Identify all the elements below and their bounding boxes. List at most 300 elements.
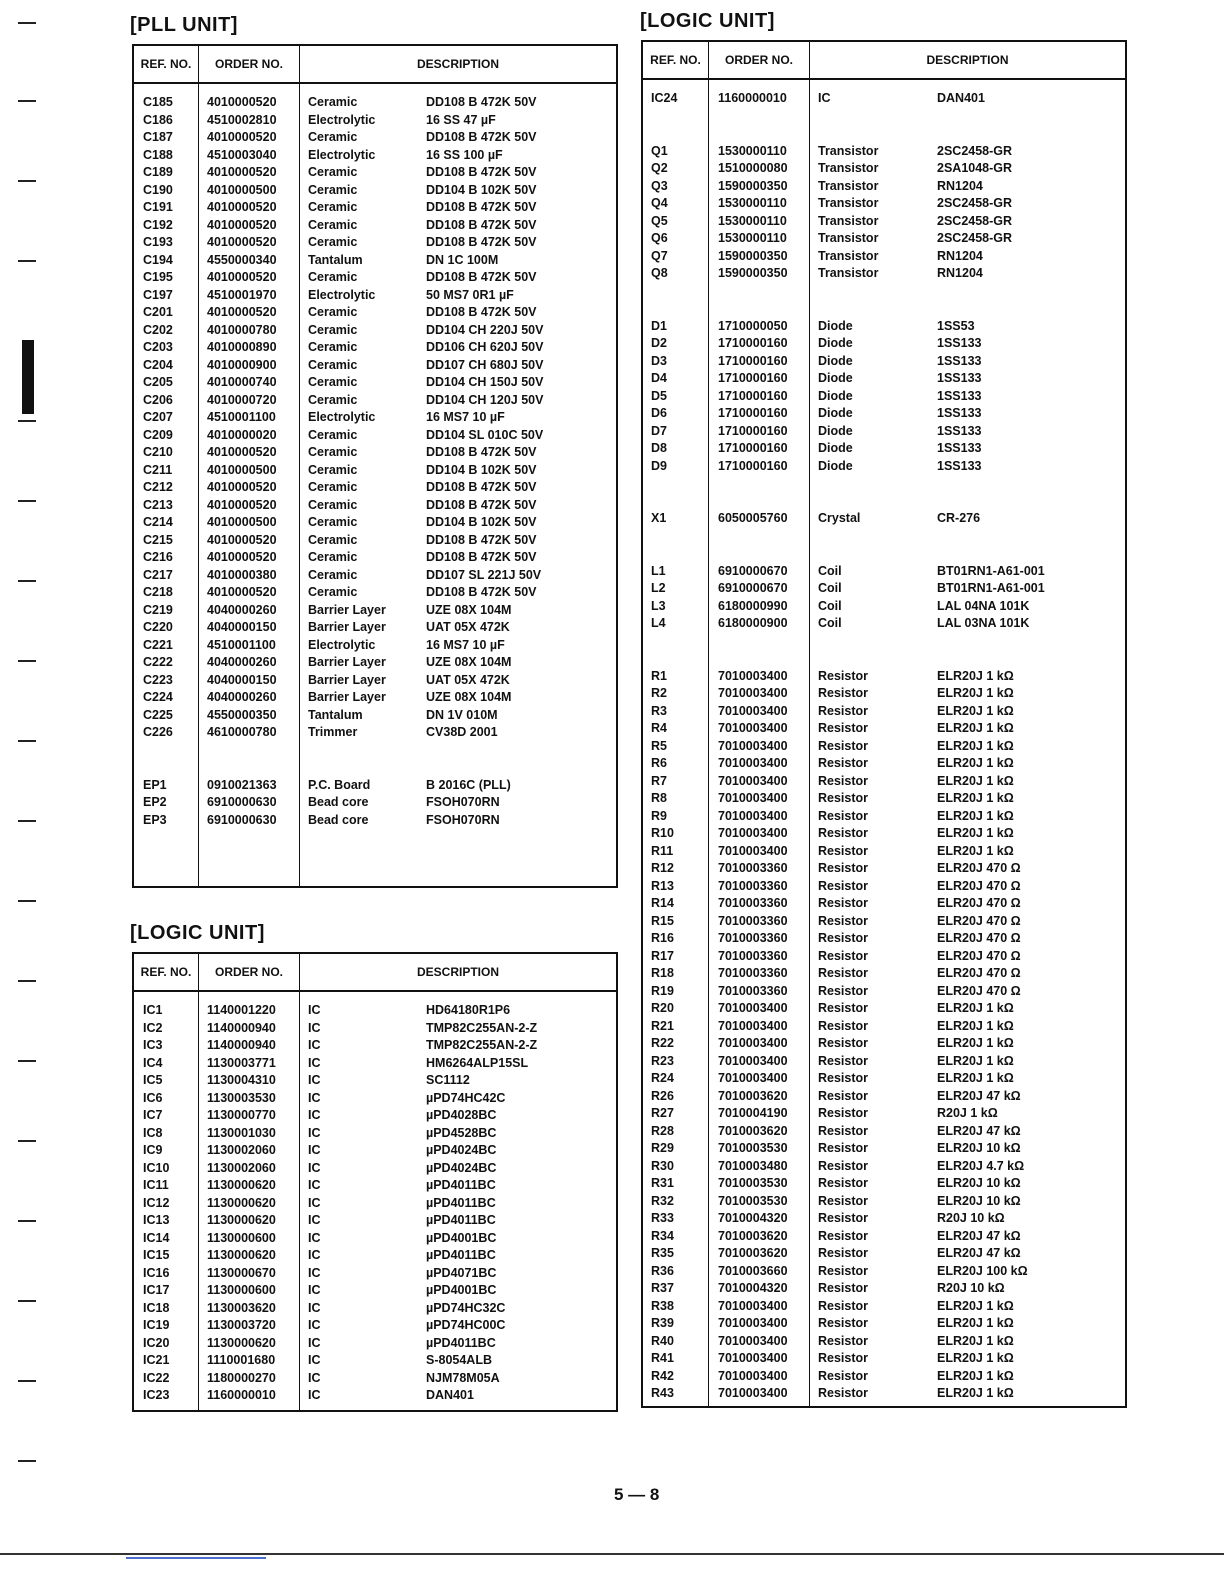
- part-spec: 1SS133: [937, 388, 982, 403]
- table-row: [134, 269, 616, 287]
- table-row: [643, 720, 1125, 738]
- table-row: [643, 1123, 1125, 1141]
- ref-no: R16: [651, 931, 674, 945]
- table-row: [134, 549, 616, 567]
- part-spec: UZE 08X 104M: [426, 602, 512, 617]
- table-row: [643, 1035, 1125, 1053]
- part-type: Resistor: [818, 931, 869, 945]
- table-row: [134, 287, 616, 305]
- table-row: [134, 1300, 616, 1318]
- order-no: 1130000620: [207, 1195, 276, 1210]
- order-no: 0910021363: [207, 777, 277, 792]
- order-no: 4040000260: [207, 690, 277, 704]
- table-header: [134, 46, 616, 84]
- part-type: Bead core: [308, 795, 369, 809]
- part-type: Resistor: [818, 1106, 869, 1120]
- table-row: [643, 615, 1125, 633]
- ref-no: C201: [143, 305, 173, 319]
- table-row: [643, 860, 1125, 878]
- part-type: Ceramic: [308, 532, 358, 547]
- order-no: 4010000500: [207, 462, 277, 477]
- part-type: Resistor: [818, 913, 869, 928]
- order-no: 7010003620: [718, 1088, 788, 1103]
- table-row: [134, 1282, 616, 1300]
- part-spec: DD106 CH 620J 50V: [426, 340, 544, 354]
- order-no: 7010003400: [718, 686, 788, 700]
- table-row: [134, 444, 616, 462]
- part-spec: DAN401: [426, 1388, 474, 1402]
- part-type: Barrier Layer: [308, 672, 386, 687]
- order-no: 4040000260: [207, 655, 277, 669]
- part-spec: DD107 CH 680J 50V: [426, 357, 544, 372]
- ref-no: C219: [143, 602, 173, 617]
- header-ref-no: REF. NO.: [643, 42, 709, 78]
- order-no: 4510001100: [207, 410, 276, 424]
- part-type: Coil: [818, 581, 842, 595]
- header-order-no: ORDER NO.: [199, 46, 300, 82]
- ref-no: R22: [651, 1036, 674, 1050]
- part-type: Tantalum: [308, 252, 363, 267]
- part-spec: HM6264ALP15SL: [426, 1055, 529, 1070]
- ref-no: C216: [143, 550, 173, 564]
- part-type: Resistor: [818, 861, 869, 875]
- order-no: 6180000990: [718, 598, 788, 613]
- part-spec: ELR20J 100 kΩ: [937, 1263, 1028, 1278]
- part-spec: DD108 B 472K 50V: [426, 270, 537, 284]
- table-row: [134, 584, 616, 602]
- order-no: 1130000670: [207, 1265, 276, 1280]
- order-no: 4010000520: [207, 130, 277, 144]
- ref-no: C213: [143, 497, 173, 512]
- table-row: [134, 1230, 616, 1248]
- part-spec: ELR20J 470 Ω: [937, 966, 1021, 980]
- order-no: 1710000160: [718, 388, 788, 403]
- part-spec: DD108 B 472K 50V: [426, 585, 537, 599]
- ref-no: IC14: [143, 1230, 170, 1245]
- part-spec: RN1204: [937, 266, 983, 280]
- table-row: [134, 392, 616, 410]
- order-no: 7010003400: [718, 1018, 788, 1033]
- ref-no: R8: [651, 791, 667, 805]
- part-type: Resistor: [818, 1333, 869, 1348]
- order-no: 7010003400: [718, 791, 788, 805]
- part-spec: µPD4528BC: [426, 1125, 497, 1140]
- ref-no: R17: [651, 948, 674, 963]
- part-spec: µPD4071BC: [426, 1265, 497, 1280]
- order-no: 7010003400: [718, 843, 788, 858]
- table-row: [643, 1298, 1125, 1316]
- part-type: Diode: [818, 406, 853, 420]
- table-row: [643, 755, 1125, 773]
- part-type: Resistor: [818, 1018, 869, 1033]
- table-row: [643, 738, 1125, 756]
- part-type: Resistor: [818, 721, 869, 735]
- part-spec: ELR20J 470 Ω: [937, 861, 1021, 875]
- ref-no: IC3: [143, 1038, 163, 1052]
- part-spec: ELR20J 47 kΩ: [937, 1246, 1021, 1260]
- part-spec: UZE 08X 104M: [426, 655, 512, 669]
- order-no: 7010003400: [718, 1386, 788, 1400]
- part-spec: ELR20J 1 kΩ: [937, 1351, 1014, 1365]
- part-type: Resistor: [818, 808, 869, 823]
- ref-no: D9: [651, 458, 667, 473]
- order-no: 4510002810: [207, 112, 277, 127]
- table-row: [643, 1158, 1125, 1176]
- logic-unit-left-table: [132, 952, 618, 1412]
- part-type: Transistor: [818, 266, 879, 280]
- part-type: Ceramic: [308, 235, 358, 249]
- part-spec: FSOH070RN: [426, 812, 500, 827]
- table-row: [134, 199, 616, 217]
- part-spec: µPD74HC00C: [426, 1318, 506, 1332]
- ref-no: IC13: [143, 1213, 170, 1227]
- part-spec: ELR20J 1 kΩ: [937, 1368, 1014, 1383]
- ref-no: R3: [651, 703, 667, 718]
- order-no: 7010003620: [718, 1246, 788, 1260]
- part-spec: ELR20J 470 Ω: [937, 948, 1021, 963]
- part-type: Resistor: [818, 1193, 869, 1208]
- ref-no: C215: [143, 532, 173, 547]
- table-row: [643, 1368, 1125, 1386]
- part-spec: ELR20J 1 kΩ: [937, 1001, 1014, 1015]
- order-no: 1160000010: [207, 1388, 276, 1402]
- part-spec: ELR20J 1 kΩ: [937, 703, 1014, 718]
- pll-unit-table: [132, 44, 618, 888]
- order-no: 7010003360: [718, 913, 788, 928]
- order-no: 7010003400: [718, 703, 788, 718]
- part-spec: R20J 10 kΩ: [937, 1211, 1005, 1225]
- order-no: 7010003400: [718, 1053, 788, 1068]
- ref-no: C220: [143, 620, 173, 634]
- table-row: [643, 668, 1125, 686]
- ref-no: R41: [651, 1351, 674, 1365]
- table-row: [134, 357, 616, 375]
- table-row: [134, 1125, 616, 1143]
- order-no: 1590000350: [718, 266, 788, 280]
- part-type: Transistor: [818, 196, 879, 210]
- part-spec: RN1204: [937, 178, 983, 193]
- order-no: 4040000150: [207, 620, 277, 634]
- ref-no: D8: [651, 441, 667, 455]
- ref-no: C225: [143, 707, 173, 722]
- table-row: [643, 1280, 1125, 1298]
- table-row: [134, 1352, 616, 1370]
- table-row: [643, 248, 1125, 266]
- order-no: 4610000780: [207, 725, 277, 739]
- part-type: Resistor: [818, 1246, 869, 1260]
- part-spec: 1SS133: [937, 336, 982, 350]
- table-row: [643, 843, 1125, 861]
- part-spec: DD108 B 472K 50V: [426, 532, 537, 547]
- order-no: 1130000620: [207, 1178, 276, 1192]
- ref-no: D7: [651, 423, 667, 438]
- ref-no: Q7: [651, 248, 668, 263]
- table-row: [134, 252, 616, 270]
- table-row: [134, 1177, 616, 1195]
- part-type: Crystal: [818, 511, 861, 525]
- order-no: 4010000890: [207, 340, 277, 354]
- part-spec: CR-276: [937, 511, 981, 525]
- part-spec: 1SS133: [937, 423, 982, 438]
- part-type: IC: [308, 1108, 321, 1122]
- part-type: Barrier Layer: [308, 602, 386, 617]
- ref-no: R4: [651, 721, 667, 735]
- ref-no: IC2: [143, 1020, 163, 1035]
- part-type: Resistor: [818, 843, 869, 858]
- ref-no: C197: [143, 287, 173, 302]
- order-no: 6910000670: [718, 581, 788, 595]
- part-type: IC: [308, 1353, 321, 1367]
- part-type: Resistor: [818, 1351, 869, 1365]
- part-spec: ELR20J 1 kΩ: [937, 1333, 1014, 1348]
- ref-no: IC4: [143, 1055, 163, 1070]
- part-type: Electrolytic: [308, 287, 376, 302]
- part-spec: ELR20J 10 kΩ: [937, 1176, 1021, 1190]
- part-spec: ELR20J 1 kΩ: [937, 791, 1014, 805]
- part-type: IC: [308, 1055, 321, 1070]
- ref-no: L4: [651, 616, 666, 630]
- table-row: [643, 930, 1125, 948]
- table-row: [643, 440, 1125, 458]
- ref-no: R14: [651, 896, 674, 910]
- logic-unit-right-title: [LOGIC UNIT]: [640, 10, 775, 32]
- order-no: 4010000520: [207, 235, 277, 249]
- part-spec: ELR20J 1 kΩ: [937, 826, 1014, 840]
- order-no: 6910000630: [207, 812, 277, 827]
- part-spec: 1SS133: [937, 371, 982, 385]
- ref-no: L1: [651, 563, 666, 578]
- ref-no: C204: [143, 357, 173, 372]
- part-spec: ELR20J 4.7 kΩ: [937, 1158, 1025, 1173]
- order-no: 4010000520: [207, 497, 277, 512]
- ref-no: R10: [651, 826, 674, 840]
- ref-no: X1: [651, 511, 667, 525]
- table-row: [134, 777, 616, 795]
- part-spec: 16 MS7 10 µF: [426, 410, 505, 424]
- table-row: [643, 370, 1125, 388]
- header-description: DESCRIPTION: [416, 57, 499, 71]
- order-no: 1710000160: [718, 371, 788, 385]
- part-spec: RN1204: [937, 248, 983, 263]
- order-no: 7010003400: [718, 721, 788, 735]
- ref-no: C188: [143, 147, 173, 162]
- table-row: [134, 1370, 616, 1388]
- ref-no: C202: [143, 322, 173, 337]
- ref-no: IC24: [651, 91, 678, 105]
- part-type: Electrolytic: [308, 410, 376, 424]
- table-row: [643, 230, 1125, 248]
- part-type: Ceramic: [308, 95, 358, 109]
- part-type: Resistor: [818, 686, 869, 700]
- part-spec: DD104 CH 120J 50V: [426, 392, 544, 407]
- part-spec: µPD4011BC: [426, 1335, 496, 1350]
- part-spec: 2SC2458-GR: [937, 231, 1013, 245]
- part-type: IC: [308, 1125, 321, 1140]
- part-type: Transistor: [818, 161, 879, 175]
- order-no: 4010000500: [207, 515, 277, 529]
- ref-no: C193: [143, 235, 173, 249]
- pll-unit-title: [PLL UNIT]: [130, 14, 238, 36]
- header-order-no: ORDER NO.: [709, 42, 810, 78]
- order-no: 1710000160: [718, 353, 788, 368]
- part-spec: B 2016C (PLL): [426, 777, 511, 792]
- part-spec: µPD4011BC: [426, 1213, 496, 1227]
- part-spec: ELR20J 470 Ω: [937, 913, 1021, 928]
- part-type: Resistor: [818, 1036, 869, 1050]
- ref-no: D6: [651, 406, 667, 420]
- part-type: Ceramic: [308, 427, 358, 442]
- ref-no: R2: [651, 686, 667, 700]
- part-spec: ELR20J 470 Ω: [937, 931, 1021, 945]
- order-no: 1710000050: [718, 318, 788, 333]
- order-no: 4010000020: [207, 427, 277, 442]
- table-row: [134, 304, 616, 322]
- part-type: Resistor: [818, 668, 869, 683]
- part-type: Resistor: [818, 1211, 869, 1225]
- ref-no: C205: [143, 375, 173, 389]
- part-type: Resistor: [818, 1228, 869, 1243]
- part-type: Resistor: [818, 1088, 869, 1103]
- ref-no: R37: [651, 1281, 674, 1295]
- part-type: Resistor: [818, 1316, 869, 1330]
- table-row: [643, 265, 1125, 283]
- part-spec: R20J 1 kΩ: [937, 1106, 998, 1120]
- table-row: [134, 1387, 616, 1405]
- table-row: [643, 1210, 1125, 1228]
- logic-unit-right-table: [641, 40, 1127, 1408]
- part-spec: UAT 05X 472K: [426, 672, 510, 687]
- table-row: [134, 147, 616, 165]
- table-row: [643, 318, 1125, 336]
- table-row: [643, 353, 1125, 371]
- part-type: IC: [308, 1195, 321, 1210]
- table-row: [134, 794, 616, 812]
- part-type: Ceramic: [308, 567, 358, 582]
- order-no: 7010003480: [718, 1158, 788, 1173]
- part-type: Resistor: [818, 1281, 869, 1295]
- order-no: 4010000720: [207, 392, 277, 407]
- part-spec: DD104 SL 010C 50V: [426, 427, 544, 442]
- table-row: [643, 580, 1125, 598]
- part-spec: ELR20J 1 kΩ: [937, 808, 1014, 823]
- order-no: 1130000620: [207, 1213, 276, 1227]
- table-row: [134, 1142, 616, 1160]
- order-no: 7010003360: [718, 931, 788, 945]
- order-no: 7010004320: [718, 1211, 788, 1225]
- part-spec: DN 1C 100M: [426, 252, 499, 267]
- ref-no: R43: [651, 1386, 674, 1400]
- ref-no: IC19: [143, 1318, 170, 1332]
- part-spec: 1SS133: [937, 353, 982, 368]
- table-row: [134, 619, 616, 637]
- table-row: [643, 1263, 1125, 1281]
- table-row: [643, 685, 1125, 703]
- ref-no: R6: [651, 756, 667, 770]
- part-type: Ceramic: [308, 375, 358, 389]
- table-row: [134, 129, 616, 147]
- table-row: [643, 143, 1125, 161]
- table-row: [643, 825, 1125, 843]
- table-row: [643, 213, 1125, 231]
- ref-no: Q2: [651, 161, 668, 175]
- ref-no: R42: [651, 1368, 674, 1383]
- part-spec: µPD74HC32C: [426, 1300, 506, 1315]
- order-no: 6910000630: [207, 795, 277, 809]
- part-spec: DD107 SL 221J 50V: [426, 567, 542, 582]
- ref-no: C190: [143, 182, 173, 197]
- ref-no: R31: [651, 1176, 674, 1190]
- order-no: 1590000350: [718, 178, 788, 193]
- order-no: 1130004310: [207, 1073, 276, 1087]
- table-row: [643, 90, 1125, 108]
- ref-no: D2: [651, 336, 667, 350]
- header-description: DESCRIPTION: [926, 53, 1009, 67]
- table-row: [134, 112, 616, 130]
- order-no: 1130002060: [207, 1143, 276, 1157]
- table-row: [134, 497, 616, 515]
- part-type: Transistor: [818, 143, 879, 158]
- part-type: Resistor: [818, 896, 869, 910]
- order-no: 1140000940: [207, 1038, 276, 1052]
- part-type: Resistor: [818, 966, 869, 980]
- order-no: 4010000520: [207, 445, 277, 459]
- part-type: Diode: [818, 458, 853, 473]
- ref-no: C187: [143, 130, 173, 144]
- part-type: IC: [308, 1020, 321, 1035]
- part-spec: ELR20J 1 kΩ: [937, 843, 1014, 858]
- part-spec: ELR20J 1 kΩ: [937, 1036, 1014, 1050]
- table-row: [643, 458, 1125, 476]
- table-row: [134, 1335, 616, 1353]
- part-spec: DD104 B 102K 50V: [426, 462, 537, 477]
- part-type: Ceramic: [308, 182, 358, 197]
- table-row: [643, 335, 1125, 353]
- part-spec: DD104 CH 220J 50V: [426, 322, 544, 337]
- order-no: 4010000520: [207, 95, 277, 109]
- part-spec: DD108 B 472K 50V: [426, 550, 537, 564]
- part-type: Diode: [818, 353, 853, 368]
- table-row: [134, 182, 616, 200]
- order-no: 7010003400: [718, 1036, 788, 1050]
- ref-no: Q6: [651, 231, 668, 245]
- part-spec: ELR20J 1 kΩ: [937, 1071, 1014, 1085]
- part-spec: FSOH070RN: [426, 795, 500, 809]
- order-no: 7010003360: [718, 948, 788, 963]
- part-type: Transistor: [818, 213, 879, 228]
- part-type: Ceramic: [308, 585, 358, 599]
- table-row: [134, 602, 616, 620]
- order-no: 4010000520: [207, 270, 277, 284]
- part-type: IC: [308, 1213, 321, 1227]
- part-spec: DD108 B 472K 50V: [426, 497, 537, 512]
- part-type: IC: [308, 1143, 321, 1157]
- part-type: P.C. Board: [308, 777, 371, 792]
- table-row: [134, 812, 616, 830]
- part-type: Ceramic: [308, 515, 358, 529]
- part-spec: ELR20J 470 Ω: [937, 983, 1021, 998]
- part-type: IC: [308, 1038, 321, 1052]
- table-row: [134, 1195, 616, 1213]
- ref-no: D3: [651, 353, 667, 368]
- part-spec: µPD4024BC: [426, 1143, 497, 1157]
- table-row: [643, 1105, 1125, 1123]
- part-type: Resistor: [818, 1001, 869, 1015]
- order-no: 4010000520: [207, 200, 277, 214]
- ref-no: L3: [651, 598, 666, 613]
- part-type: Ceramic: [308, 322, 358, 337]
- part-type: IC: [308, 1003, 321, 1017]
- bottom-accent: [126, 1557, 266, 1559]
